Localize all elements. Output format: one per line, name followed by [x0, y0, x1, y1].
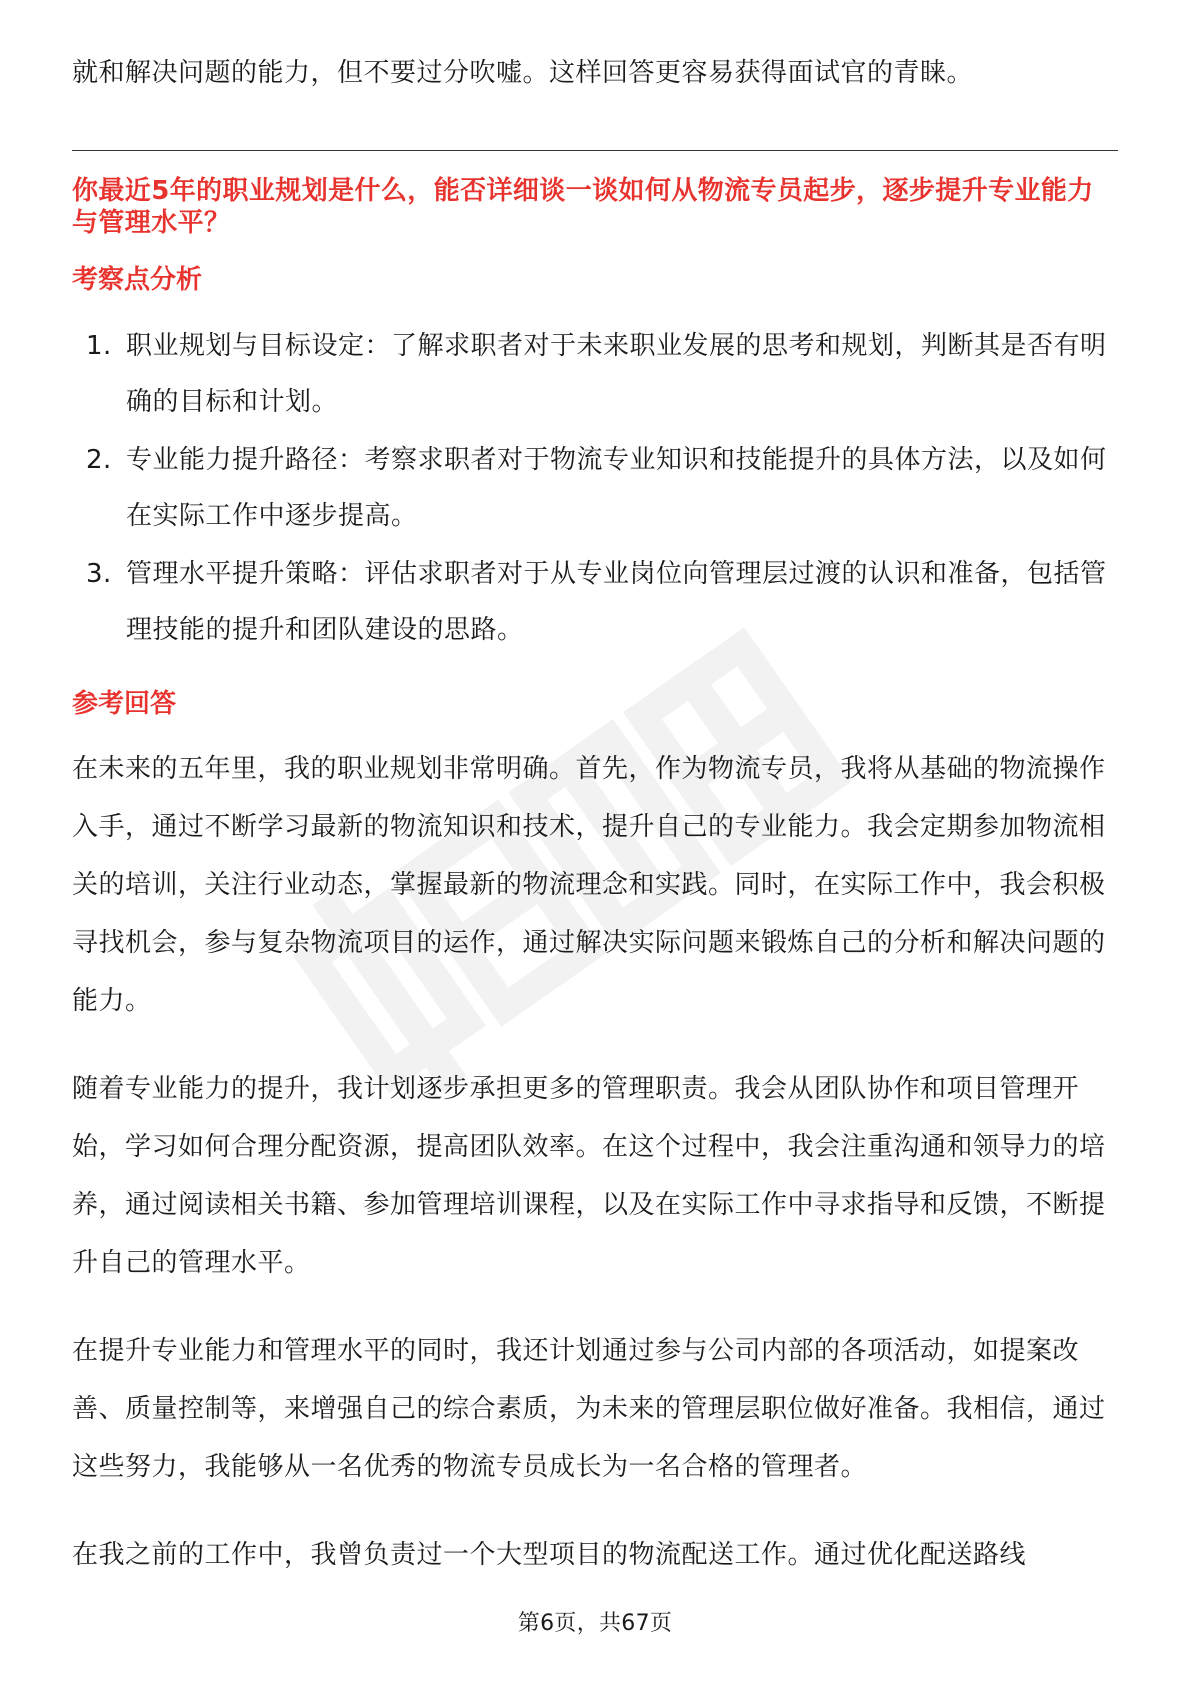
section-divider: [72, 150, 1118, 151]
analysis-points-list: [72, 318, 1118, 658]
page-number-footer: 第6页，共67页: [517, 1611, 673, 1636]
analysis-point-number: 1.: [86, 331, 112, 361]
answer-paragraph: 在未来的五年里，我的职业规划非常明确。首先，作为物流专员，我将从基础的物流操作入手，通过不断学习最新的物流知识和技术，提升自己的专业能力。我会定期参加物流相关的培训，关注行业动态，掌握最新的物流理念和实践。同时，在实际工作中，我会积极寻找机会，参与复杂物流项目的运作，通过解决实际问题来锻炼自己的分析和解决问题的能力。: [72, 754, 1106, 1016]
answer-paragraph: 随着专业能力的提升，我计划逐步承担更多的管理职责。我会从团队协作和项目管理开始，学习如何合理分配资源，提高团队效率。在这个过程中，我会注重沟通和领导力的培养，通过阅读相关书籍、参加管理培训课程，以及在实际工作中寻求指导和反馈，不断提升自己的管理水平。: [72, 1074, 1106, 1278]
answer-heading: 参考回答: [72, 689, 177, 719]
analysis-heading: 考察点分析: [72, 265, 203, 295]
analysis-point-text: 管理水平提升策略：评估求职者对于从专业岗位向管理层过渡的认识和准备，包括管理技能的提升和团队建设的思路。: [126, 559, 1107, 645]
analysis-point: [72, 546, 1118, 658]
analysis-point-number: 3.: [86, 559, 112, 589]
interview-question: 你最近5年的职业规划是什么，能否详细谈一谈如何从物流专员起步，逐步提升专业能力与管理水平？: [72, 176, 1094, 238]
document-page: [72, 0, 1118, 1584]
answer-paragraph: 在提升专业能力和管理水平的同时，我还计划通过参与公司内部的各项活动，如提案改善、质量控制等，来增强自己的综合素质，为未来的管理层职位做好准备。我相信，通过这些努力，我能够从一名优秀的物流专员成长为一名合格的管理者。: [72, 1336, 1106, 1482]
analysis-point: [72, 318, 1118, 430]
analysis-point-text: 专业能力提升路径：考察求职者对于物流专业知识和技能提升的具体方法，以及如何在实际工作中逐步提高。: [126, 445, 1107, 531]
analysis-point-text: 职业规划与目标设定：了解求职者对于未来职业发展的思考和规划，判断其是否有明确的目标和计划。: [126, 331, 1107, 417]
lead-paragraph: 就和解决问题的能力，但不要过分吹嘘。这样回答更容易获得面试官的青睐。: [72, 58, 974, 88]
answer-paragraph: 在我之前的工作中，我曾负责过一个大型项目的物流配送工作。通过优化配送路线: [72, 1540, 1027, 1570]
analysis-point-number: 2.: [86, 445, 112, 475]
analysis-point: [72, 432, 1118, 544]
